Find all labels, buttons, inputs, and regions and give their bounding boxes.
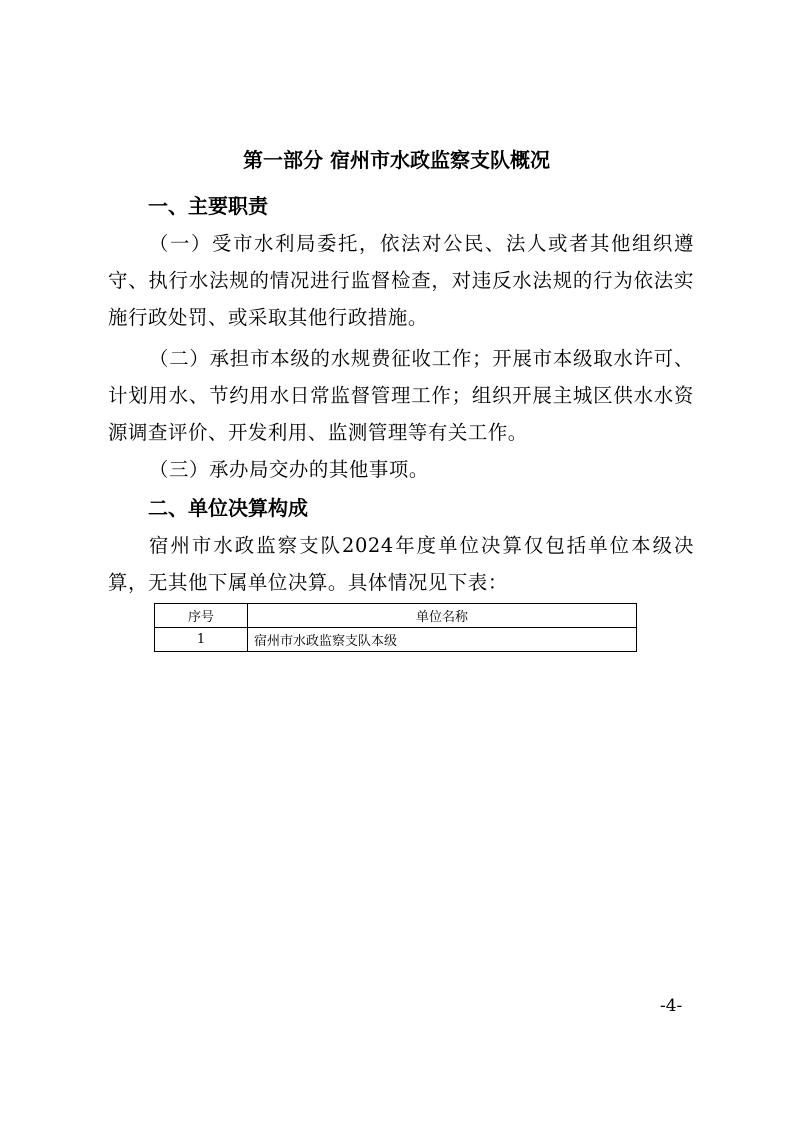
section-heading-composition: 二、单位决算构成 xyxy=(148,496,308,520)
duty-paragraph-3: （三）承办局交办的其他事项。 xyxy=(149,458,429,481)
composition-paragraph: 宿州市水政监察支队2024年度单位决算仅包括单位本级决算，无其他下属单位决算。具体情况见下表： xyxy=(108,534,694,594)
table-row xyxy=(155,628,637,652)
section-heading-duties: 一、主要职责 xyxy=(148,194,268,218)
cell-seq: 1 xyxy=(155,628,248,652)
cell-unit-name: 宿州市水政监察支队本级 xyxy=(248,628,637,652)
page-number: -4- xyxy=(660,996,683,1016)
table-header-row xyxy=(155,604,637,628)
unit-table xyxy=(154,603,637,652)
duty-paragraph-2: （二）承担市本级的水规费征收工作；开展市本级取水许可、计划用水、节约用水日常监督管理工作；组织开展主城区供水水资源调查评价、开发利用、监测管理等有关工作。 xyxy=(108,347,694,444)
header-unit-name: 单位名称 xyxy=(248,604,637,628)
duty-paragraph-1: （一）受市水利局委托，依法对公民、法人或者其他组织遵守、执行水法规的情况进行监督检查，对违反水法规的行为依法实施行政处罚、或采取其他行政措施。 xyxy=(108,232,694,329)
header-seq: 序号 xyxy=(155,604,248,628)
page-title: 第一部分 宿州市水政监察支队概况 xyxy=(243,148,550,172)
